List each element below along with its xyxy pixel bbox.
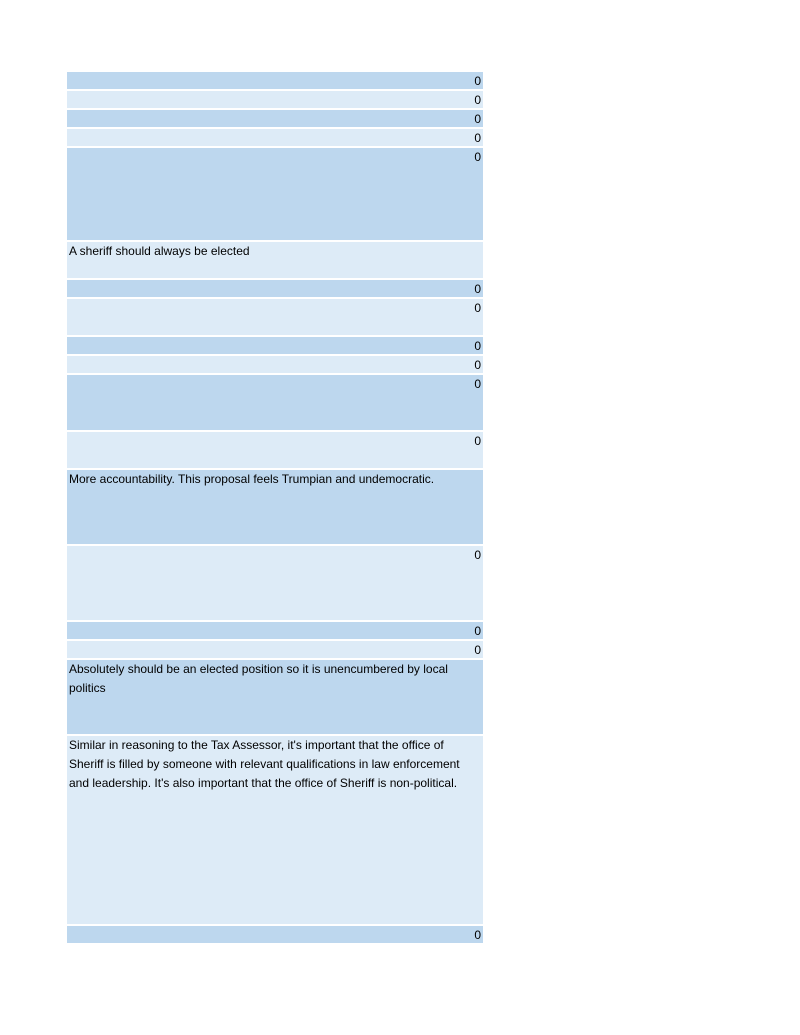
numeric-cell-row[interactable] <box>67 375 483 432</box>
numeric-cell-row[interactable] <box>67 337 483 356</box>
cell-value: 0 <box>474 301 481 315</box>
numeric-cell-row[interactable] <box>67 280 483 299</box>
text-cell-row[interactable] <box>67 470 483 546</box>
text-cell-row[interactable] <box>67 736 483 926</box>
cell-text: A sheriff should always be elected <box>69 244 250 258</box>
numeric-cell-row[interactable] <box>67 91 483 110</box>
cell-text: More accountability. This proposal feels Trumpian and undemocratic. <box>69 472 435 486</box>
numeric-cell-row[interactable] <box>67 72 483 91</box>
cell-value: 0 <box>474 643 481 657</box>
cell-value: 0 <box>474 74 481 88</box>
cell-text: Absolutely should be an elected position so it is unencumbered by local politics <box>69 662 448 695</box>
cell-value: 0 <box>474 624 481 638</box>
numeric-cell-row[interactable] <box>67 129 483 148</box>
cell-value: 0 <box>474 548 481 562</box>
numeric-cell-row[interactable] <box>67 641 483 660</box>
numeric-cell-row[interactable] <box>67 299 483 337</box>
numeric-cell-row[interactable] <box>67 926 483 945</box>
numeric-cell-row[interactable] <box>67 148 483 242</box>
spreadsheet-column <box>67 72 483 945</box>
cell-value: 0 <box>474 434 481 448</box>
text-cell-row[interactable] <box>67 660 483 736</box>
cell-value: 0 <box>474 150 481 164</box>
cell-value: 0 <box>474 358 481 372</box>
numeric-cell-row[interactable] <box>67 432 483 470</box>
cell-value: 0 <box>474 93 481 107</box>
cell-value: 0 <box>474 928 481 942</box>
numeric-cell-row[interactable] <box>67 622 483 641</box>
cell-value: 0 <box>474 377 481 391</box>
cell-text: Similar in reasoning to the Tax Assessor, it's important that the office of Sheriff is filled by someone with relevant qualifications in law enforcement and leadership. It's also important that the office of Sheriff is non-political. <box>69 738 460 790</box>
numeric-cell-row[interactable] <box>67 356 483 375</box>
cell-value: 0 <box>474 339 481 353</box>
numeric-cell-row[interactable] <box>67 546 483 622</box>
cell-value: 0 <box>474 131 481 145</box>
numeric-cell-row[interactable] <box>67 110 483 129</box>
cell-value: 0 <box>474 282 481 296</box>
cell-value: 0 <box>474 112 481 126</box>
text-cell-row[interactable] <box>67 242 483 280</box>
